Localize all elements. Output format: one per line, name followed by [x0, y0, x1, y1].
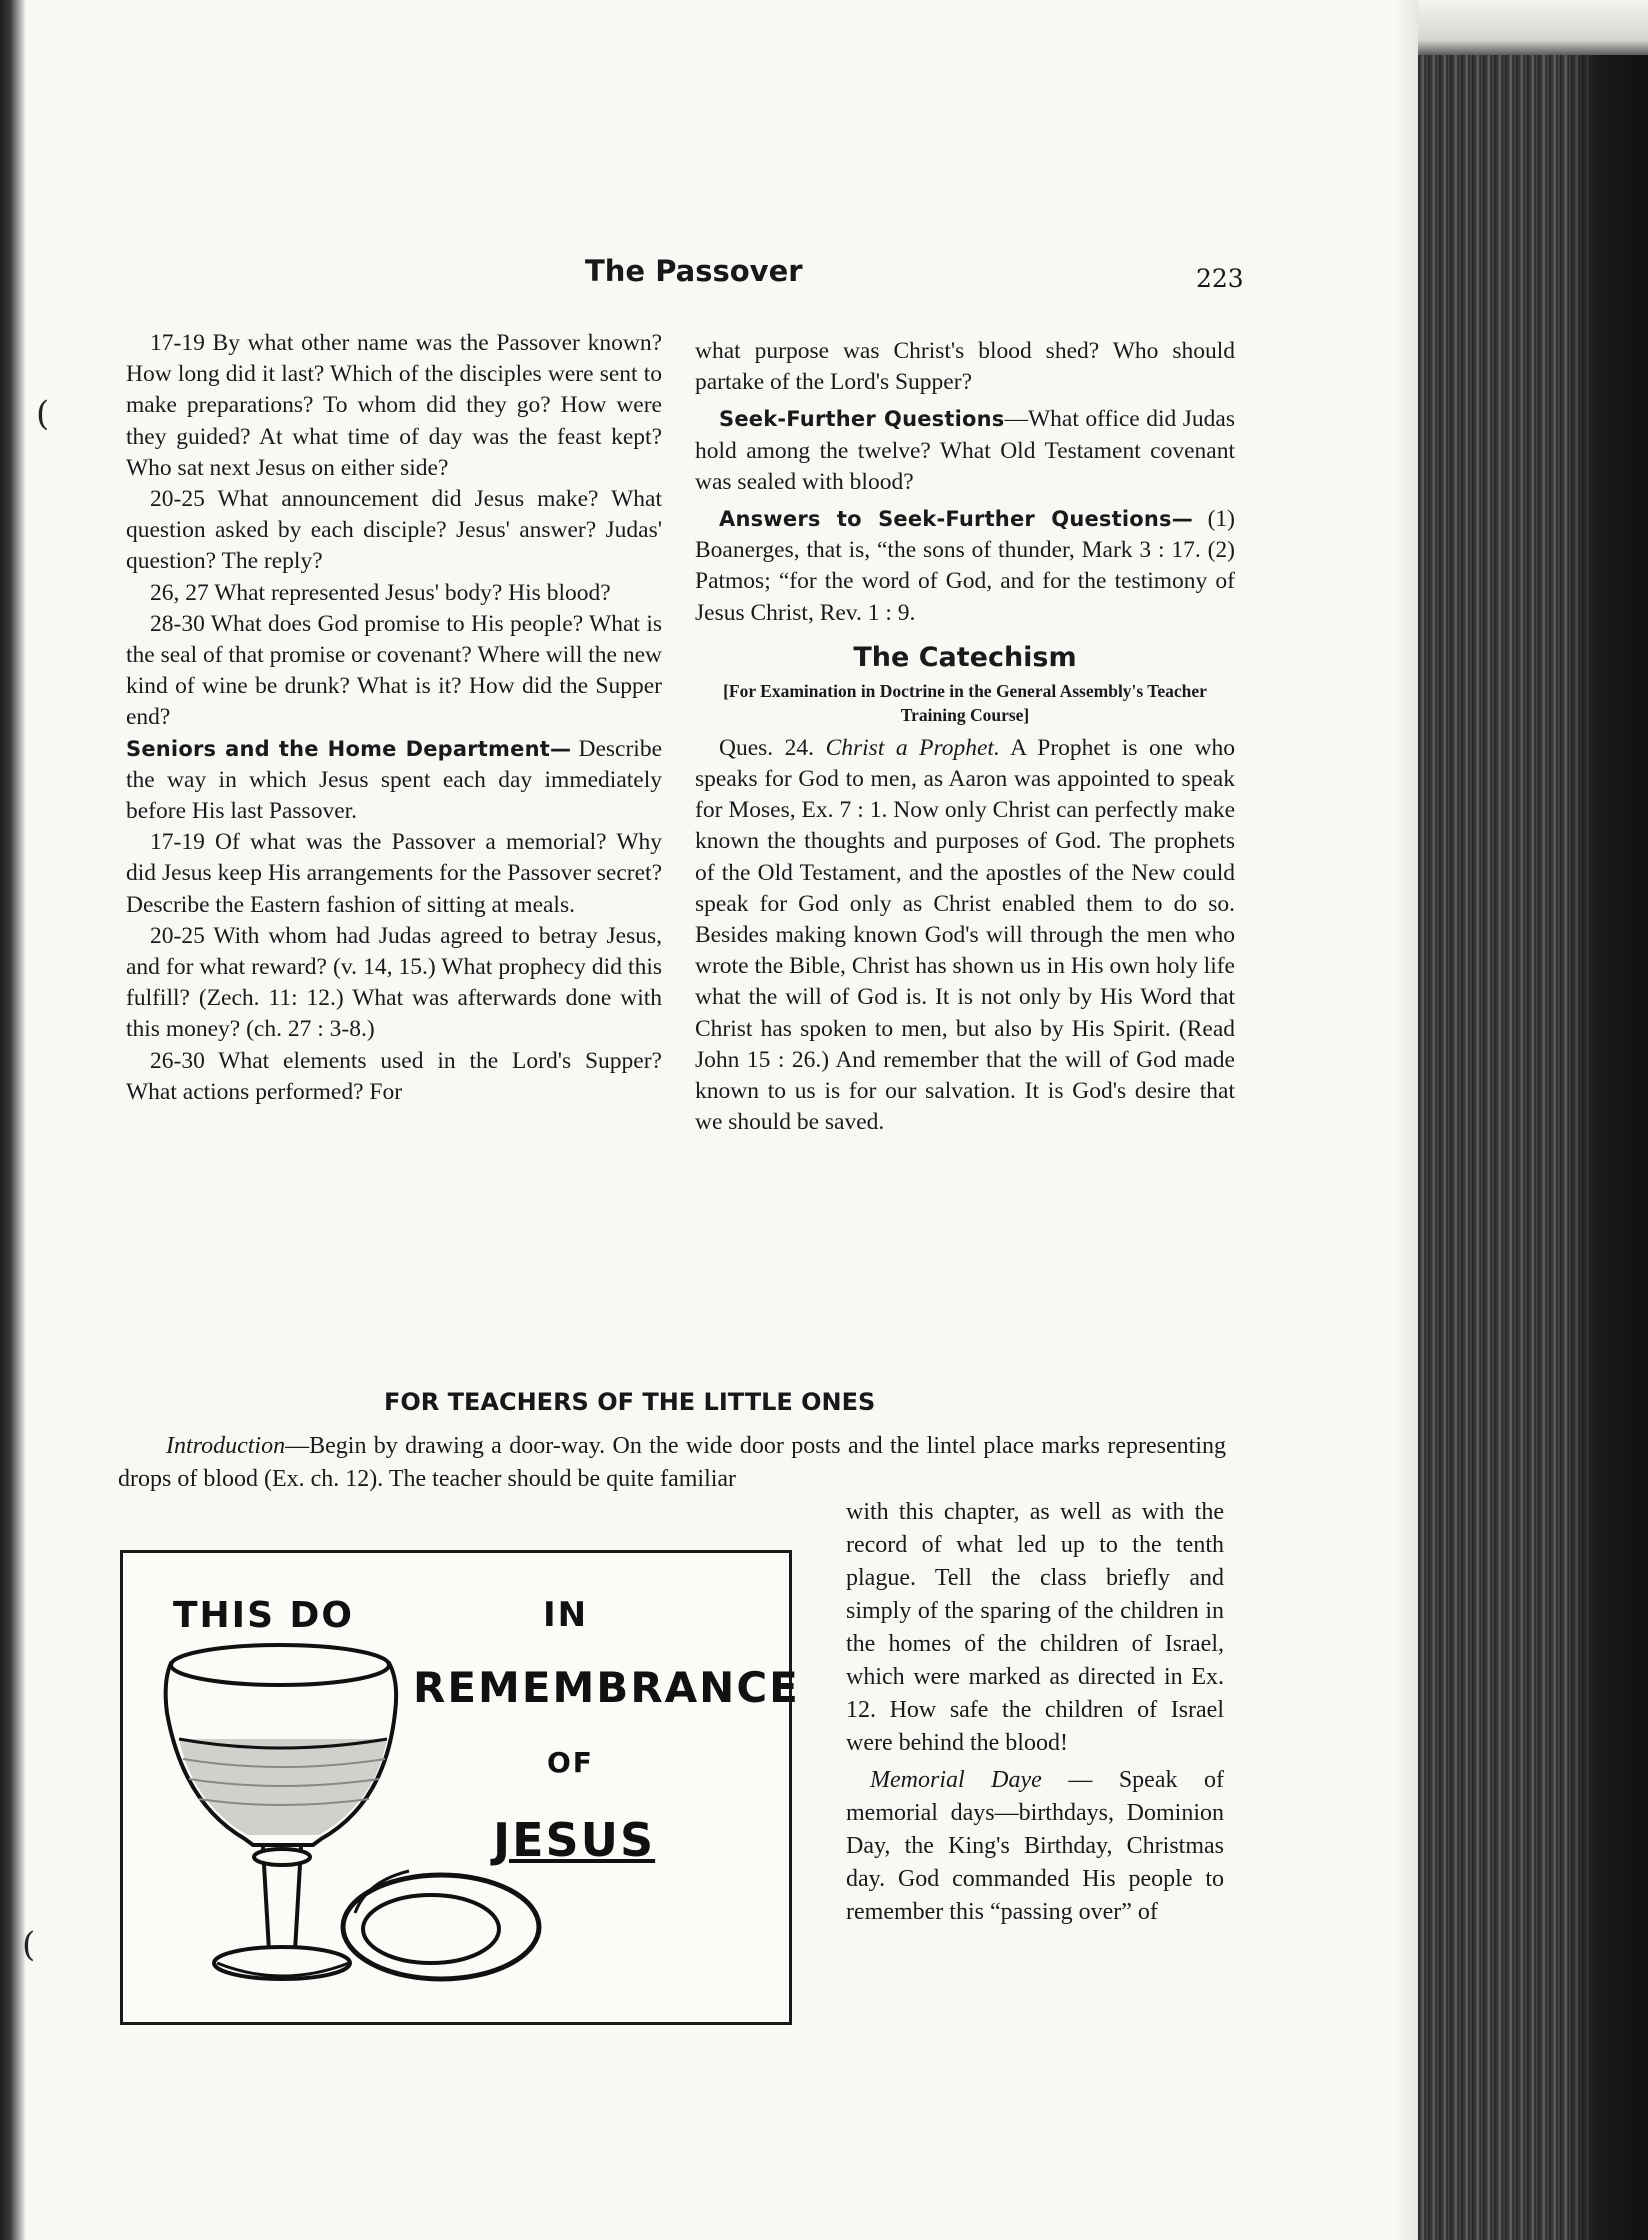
poster-line-this-do: THIS DO: [173, 1595, 355, 1636]
running-title: The Passover: [585, 254, 803, 288]
introduction-block: [118, 1430, 1226, 1496]
memorial-text: — Speak of memorial days—birthdays, Dominion Day, the King's Birthday, Christmas day. God commanded His people to remember this “passing over” of: [846, 1767, 1224, 1925]
question-paragraph: 20-25 With whom had Judas agreed to betray Jesus, and for what reward? (v. 14, 15.) What prophecy did this fulfill? (Zech. 11: 12.) What was afterwards done with this money? (ch. 27 : 3-8.): [126, 922, 662, 1043]
poster-line-remembrance: REMEMBRANCE: [413, 1663, 800, 1712]
question-paragraph: 17-19 Of what was the Passover a memorial? Why did Jesus keep His arrangements for the Passover secret? Describe the Eastern fashion of sitting at meals.: [126, 829, 662, 918]
answers-section: [695, 504, 1235, 629]
question-title: Christ a Prophet.: [825, 734, 1000, 761]
question-paragraph: 28-30 What does God promise to His people? What is the seal of that promise or covenant? Where will the new kind of wine be drunk? What is it? How did the Supper end?: [126, 610, 662, 731]
introduction-paragraph: [118, 1430, 1226, 1496]
answers-heading: Answers to Seek-Further Questions—: [719, 507, 1193, 532]
seniors-heading: Seniors and the Home Department—: [126, 736, 572, 761]
poster-line-in: IN: [543, 1595, 589, 1635]
question-paragraph: 17-19 By what other name was the Passover known? How long did it last? Which of the disciples were sent to make preparations? To whom did they go? How were they guided? At what time of day was the feast kept? Who sat next Jesus on either side?: [126, 330, 662, 481]
catechism-note: [For Examination in Doctrine in the General Assembly's Teacher Training Course]: [723, 680, 1207, 725]
seek-further-text: —What office did Judas hold among the twelve? What Old Testament covenant was sealed with blood?: [695, 406, 1235, 495]
page-number: 223: [1196, 264, 1244, 293]
answers-text: (1) Boanerges, that is, “the sons of thunder, Mark 3 : 17. (2) Patmos; “for the word of God, and for the testimony of Jesus Christ, Rev. 1 : 9.: [695, 506, 1236, 626]
right-column: [695, 336, 1235, 1138]
seniors-text: Describe the way in which Jesus spent each day immediately before His last Passover.: [126, 735, 662, 825]
question-paragraph: 26, 27 What represented Jesus' body? His blood?: [150, 579, 611, 606]
question-paragraph: 26-30 What elements used in the Lord's Supper? What actions performed? For: [126, 1047, 662, 1105]
bread-plate-icon: [343, 1871, 539, 1979]
memorial-label: Memorial Daye: [870, 1767, 1042, 1793]
seek-further-heading: Seek-Further Questions: [719, 407, 1005, 432]
question-number: Ques. 24.: [719, 734, 815, 761]
wrapped-text-block: [846, 1496, 1224, 1929]
margin-mark-bottom: (: [22, 1925, 36, 1965]
little-ones-heading: FOR TEACHERS OF THE LITTLE ONES: [384, 1388, 876, 1416]
wrapped-paragraph: with this chapter, as well as with the record of what led up to the tenth plague. Tell the class briefly and simply of the sparing of the children in the homes of the children of Israel, which were marked as directed in Ex. 12. How safe the children of Israel were behind the blood!: [846, 1499, 1224, 1756]
catechism-title: The Catechism: [853, 641, 1077, 673]
continued-paragraph: what purpose was Christ's blood shed? Who should partake of the Lord's Supper?: [695, 338, 1235, 396]
question-answer: A Prophet is one who speaks for God to men, as Aaron was appointed to speak for Moses, Ex. 7 : 1. Now only Christ can perfectly make known the thoughts and purposes of God. The prophets of the Old Testament, and the apostles of the New could speak for God only as Christ enabled them to do so. Besides making known God's will through the men who wrote the Bible, Christ has shown us in His own holy life what the will of God is. It is not only by His Word that Christ has spoken to men, but also by His Spirit. (Read John 15 : 26.) And remember that the will of God made known to us is for our salvation. It is God's desire that we should be saved.: [695, 734, 1235, 1136]
memorial-paragraph: [846, 1764, 1224, 1929]
left-column: [126, 328, 662, 1108]
poster-line-jesus: JESUS: [493, 1813, 656, 1867]
margin-mark-top: (: [36, 394, 50, 434]
question-paragraph: 20-25 What announcement did Jesus make? What question asked by each disciple? Jesus' answer? Judas' question? The reply?: [126, 486, 662, 575]
book-top-strip: [1418, 0, 1648, 60]
seek-further-section: [695, 404, 1235, 498]
book-page-edges: [1418, 55, 1648, 2240]
poster-line-of: OF: [547, 1746, 594, 1779]
introduction-label: Introduction: [166, 1433, 286, 1459]
remembrance-illustration: [120, 1550, 800, 2025]
introduction-text: —Begin by drawing a door-way. On the wide door posts and the lintel place marks representing drops of blood (Ex. ch. 12). The teacher should be quite familiar: [118, 1433, 1226, 1492]
catechism-question: [695, 733, 1235, 1139]
seniors-section: [126, 734, 662, 828]
